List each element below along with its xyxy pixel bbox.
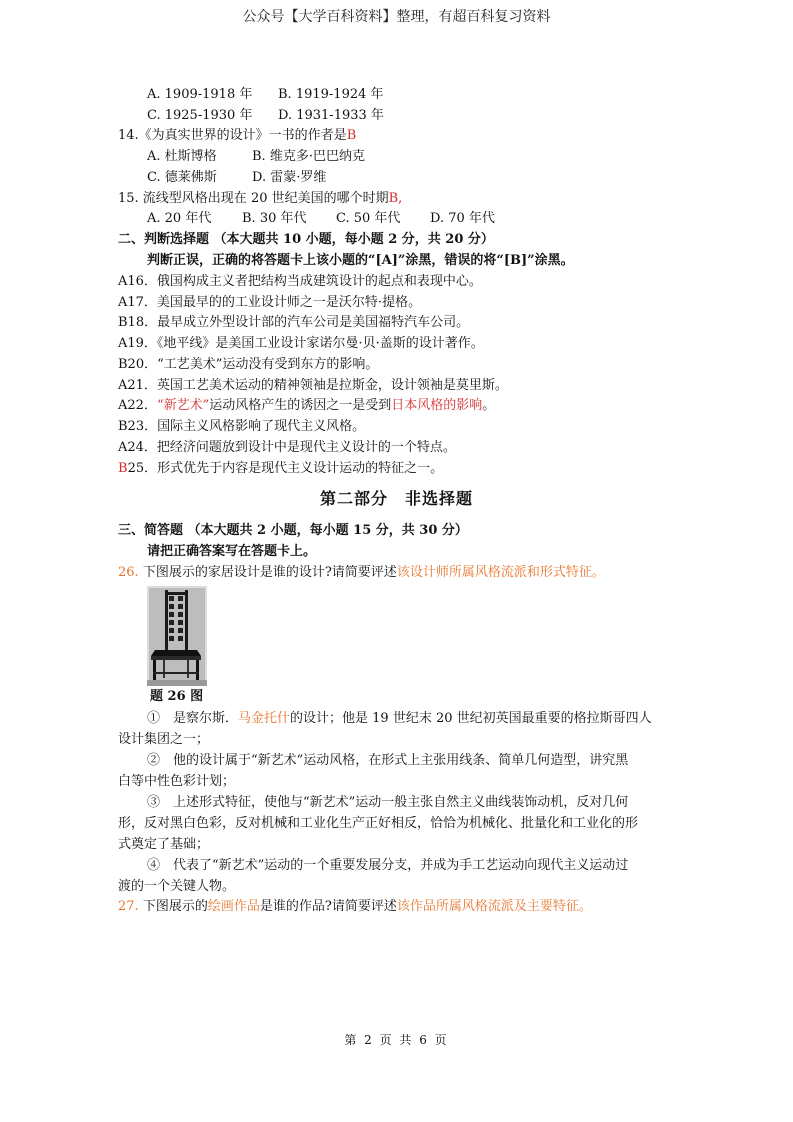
q26-answer-2-line-1: ② 他的设计属于“新艺术”运动风格，在形式上主张用线条、简单几何造型，讲究黑 (147, 753, 629, 768)
judgment-23: B23．国际主义风格影响了现代主义风格。 (118, 419, 366, 434)
judgment-18: B18．最早成立外型设计部的汽车公司是美国福特汽车公司。 (118, 315, 470, 330)
q26-number: 26. (118, 565, 139, 580)
judgment-25-answer: B (118, 461, 128, 476)
q26-answer-1-prefix: ① 是察尔斯． (147, 711, 239, 726)
q14-option-a: A. 杜斯博格 (147, 149, 217, 164)
q27-prefix: 下图展示的 (142, 899, 208, 914)
q26-answer-3-line-1: ③ 上述形式特征，使他与“新艺术”运动一般主张自然主义曲线装饰动机，反对几何 (147, 795, 629, 810)
section3-title: 三、简答题 （本大题共 2 小题，每小题 15 分，共 30 分） (118, 523, 468, 538)
q26-figure-caption: 题 26 图 (150, 689, 204, 704)
judgment-17: A17．美国最早的的工业设计师之一是沃尔特·提格。 (118, 295, 422, 310)
q14-text: 14.《为真实世界的设计》一书的作者是 (118, 128, 347, 143)
q26-answer-2-line-2: 白等中性色彩计划； (118, 774, 236, 789)
q27-question (118, 898, 592, 916)
q26-answer-3-line-2: 形，反对黑白色彩，反对机械和工业化生产正好相反，恰恰为机械化、批量化和工业化的形 (118, 816, 639, 831)
judgment-20: B20．“工艺美术”运动没有受到东方的影响。 (118, 357, 379, 372)
page-footer: 第 2 页 共 6 页 (344, 1033, 449, 1047)
q14-option-c: C. 德莱佛斯 (147, 170, 217, 185)
page-header: 公众号【大学百科资料】整理，有超百科复习资料 (242, 9, 551, 25)
q26-text: 下图展示的家居设计是谁的设计?请简要评述 (142, 565, 397, 580)
q15-option-a: A. 20 年代 (147, 211, 212, 226)
q13-option-c: C. 1925-1930 年 (147, 108, 253, 123)
q15-option-d: D. 70 年代 (430, 211, 495, 226)
section2-title: 二、判断选择题 （本大题共 10 小题，每小题 2 分，共 20 分） (118, 232, 494, 247)
q27-highlight-2: 该作品所属风格流派及主要特征。 (396, 899, 592, 914)
q26-answer-3-line-3: 式奠定了基础； (118, 837, 210, 852)
q26-answer-1-highlight: 马金托什 (238, 711, 291, 726)
q15-question (118, 190, 402, 208)
q14-option-d: D. 雷蒙·罗维 (252, 170, 327, 185)
q26-answer-1-suffix: 的设计；他是 19 世纪末 20 世纪初英国最重要的格拉斯哥四人 (290, 711, 652, 726)
q15-text: 15. 流线型风格出现在 20 世纪美国的哪个时期 (118, 191, 389, 206)
q14-question (118, 127, 356, 145)
judgment-22-prefix: A22． (118, 398, 157, 413)
judgment-22 (118, 397, 495, 415)
part2-title: 第二部分 非选择题 (319, 489, 473, 508)
q15-option-c: C. 50 年代 (336, 211, 401, 226)
judgment-16: A16．俄国构成主义者把结构当成建筑设计的起点和表现中心。 (118, 274, 482, 289)
chair-image-icon (147, 586, 207, 686)
q15-option-b: B. 30 年代 (242, 211, 307, 226)
q26-question (118, 564, 605, 582)
q26-answer-1-line-1 (147, 710, 652, 728)
q13-option-d: D. 1931-1933 年 (278, 108, 384, 123)
judgment-22-highlight-2: 日本风格的影响 (391, 398, 483, 413)
q13-option-b: B. 1919-1924 年 (278, 87, 384, 102)
judgment-22-middle: 运动风格产生的诱因之一是受到 (209, 398, 392, 413)
q15-answer: B, (388, 191, 403, 206)
judgment-22-highlight-1: “新艺术” (156, 398, 210, 413)
q27-number: 27. (118, 899, 139, 914)
q26-highlight: 该设计师所属风格流派和形式特征。 (396, 565, 605, 580)
q27-highlight-1: 绘画作品 (207, 899, 260, 914)
judgment-19: A19．《地平线》是美国工业设计家诺尔曼·贝·盖斯的设计著作。 (118, 336, 484, 351)
judgment-24: A24．把经济问题放到设计中是现代主义设计的一个特点。 (118, 440, 456, 455)
q14-option-b: B. 维克多·巴巴纳克 (252, 149, 365, 164)
judgment-25 (118, 460, 443, 478)
q26-answer-1-line-2: 设计集团之一； (118, 732, 210, 747)
q27-middle: 是谁的作品?请简要评述 (259, 899, 397, 914)
section3-instruction: 请把正确答案写在答题卡上。 (147, 544, 317, 559)
section2-instruction: 判断正误，正确的将答题卡上该小题的“[A]”涂黑，错误的将“[B]”涂黑。 (147, 253, 574, 268)
q13-option-a: A. 1909-1918 年 (147, 87, 253, 102)
q26-answer-4-line-2: 渡的一个关键人物。 (118, 879, 236, 894)
q26-answer-4-line-1: ④ 代表了“新艺术”运动的一个重要发展分支，并成为手工艺运动向现代主义运动过 (147, 858, 629, 873)
judgment-21: A21．英国工艺美术运动的精神领袖是拉斯金，设计领袖是莫里斯。 (118, 378, 508, 393)
judgment-25-text: 25．形式优先于内容是现代主义设计运动的特征之一。 (127, 461, 444, 476)
q14-answer: B (346, 128, 357, 143)
judgment-22-suffix: 。 (482, 398, 496, 413)
